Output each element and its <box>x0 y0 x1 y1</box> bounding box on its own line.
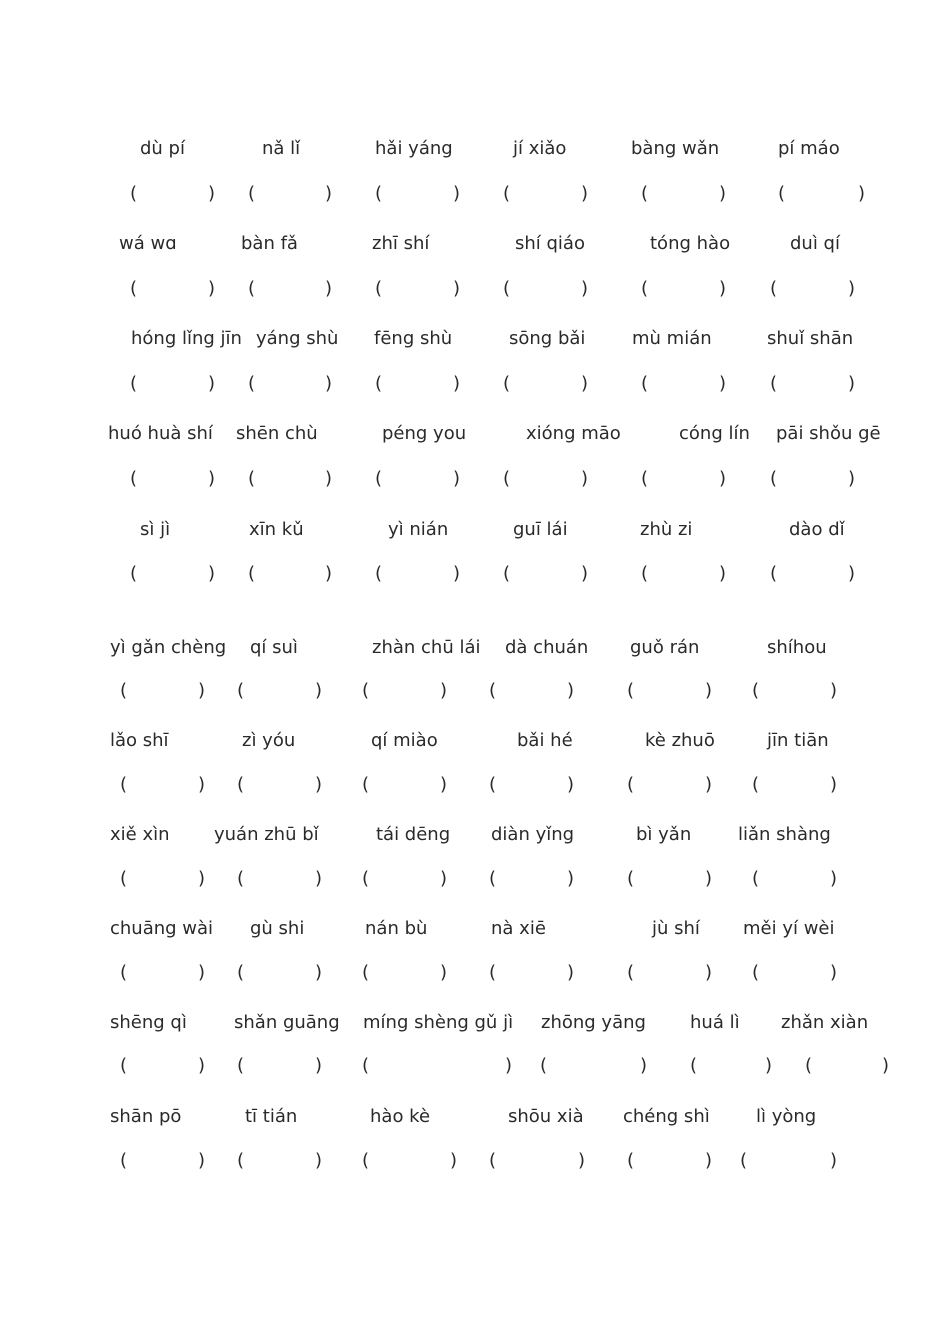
pinyin-word: kè zhuō <box>645 730 715 751</box>
bracket-open: ( <box>641 373 649 394</box>
bracket-close: ) <box>858 183 866 204</box>
bracket-open: ( <box>362 774 370 795</box>
bracket-open: ( <box>503 278 511 299</box>
bracket-open: ( <box>375 373 383 394</box>
bracket-close: ) <box>567 774 575 795</box>
pinyin-word: shōu xià <box>508 1106 584 1127</box>
pinyin-word: guǒ rán <box>630 637 700 658</box>
pinyin-word: mù mián <box>632 328 712 349</box>
bracket-open: ( <box>752 774 760 795</box>
bracket-close: ) <box>325 563 333 584</box>
bracket-close: ) <box>719 373 727 394</box>
bracket-open: ( <box>778 183 786 204</box>
pinyin-word: pāi shǒu gē <box>776 423 881 444</box>
bracket-close: ) <box>830 1150 838 1171</box>
pinyin-word: shí qiáo <box>515 233 585 254</box>
pinyin-word: shān pō <box>110 1106 182 1127</box>
bracket-close: ) <box>505 1055 513 1076</box>
pinyin-word: cóng lín <box>679 423 750 444</box>
bracket-open: ( <box>120 1055 128 1076</box>
bracket-close: ) <box>208 183 216 204</box>
pinyin-word: shǎn guāng <box>234 1012 340 1033</box>
bracket-close: ) <box>315 868 323 889</box>
bracket-close: ) <box>198 1150 206 1171</box>
pinyin-word: zhàn chū lái <box>372 637 481 658</box>
pinyin-word: zhī shí <box>372 233 430 254</box>
bracket-close: ) <box>453 183 461 204</box>
bracket-open: ( <box>641 468 649 489</box>
pinyin-word: yì gǎn chèng <box>110 637 227 658</box>
bracket-open: ( <box>489 868 497 889</box>
bracket-close: ) <box>315 1055 323 1076</box>
bracket-open: ( <box>248 278 256 299</box>
bracket-open: ( <box>237 1150 245 1171</box>
pinyin-word: zhǎn xiàn <box>781 1012 869 1033</box>
bracket-open: ( <box>503 468 511 489</box>
bracket-open: ( <box>627 1150 635 1171</box>
bracket-close: ) <box>315 774 323 795</box>
pinyin-word: měi yí wèi <box>743 918 835 939</box>
bracket-close: ) <box>830 680 838 701</box>
pinyin-word: yì nián <box>388 519 449 540</box>
bracket-open: ( <box>489 680 497 701</box>
pinyin-word: tóng hào <box>650 233 731 254</box>
bracket-close: ) <box>453 468 461 489</box>
pinyin-word: bàng wǎn <box>631 138 720 159</box>
pinyin-word: shíhou <box>767 637 827 658</box>
bracket-open: ( <box>627 868 635 889</box>
pinyin-word: xīn kǔ <box>249 519 304 540</box>
pinyin-word: nán bù <box>365 918 428 939</box>
pinyin-word: jù shí <box>652 918 700 939</box>
bracket-open: ( <box>120 680 128 701</box>
pinyin-word: hóng lǐng jīn <box>131 328 242 349</box>
bracket-open: ( <box>237 774 245 795</box>
bracket-close: ) <box>705 1150 713 1171</box>
bracket-close: ) <box>705 774 713 795</box>
pinyin-word: huó huà shí <box>108 423 213 444</box>
bracket-close: ) <box>848 373 856 394</box>
pinyin-word: míng shèng gǔ jì <box>363 1012 514 1033</box>
bracket-open: ( <box>362 1150 370 1171</box>
bracket-close: ) <box>450 1150 458 1171</box>
bracket-open: ( <box>120 774 128 795</box>
bracket-close: ) <box>705 680 713 701</box>
bracket-open: ( <box>130 563 138 584</box>
pinyin-word: shēn chù <box>236 423 318 444</box>
bracket-open: ( <box>130 278 138 299</box>
bracket-open: ( <box>489 774 497 795</box>
bracket-close: ) <box>567 868 575 889</box>
pinyin-word: lì yòng <box>756 1106 817 1127</box>
pinyin-word: duì qí <box>790 233 840 254</box>
pinyin-word: wá wɑ <box>119 233 177 254</box>
pinyin-word: dào dǐ <box>789 519 845 540</box>
pinyin-word: lǎo shī <box>110 730 169 751</box>
bracket-open: ( <box>641 563 649 584</box>
pinyin-word: dà chuán <box>505 637 589 658</box>
bracket-open: ( <box>120 962 128 983</box>
bracket-open: ( <box>641 183 649 204</box>
bracket-open: ( <box>248 183 256 204</box>
bracket-close: ) <box>440 868 448 889</box>
bracket-open: ( <box>770 278 778 299</box>
bracket-close: ) <box>830 774 838 795</box>
pinyin-word: zì yóu <box>242 730 296 751</box>
bracket-close: ) <box>567 962 575 983</box>
pinyin-word: yuán zhū bǐ <box>214 824 319 845</box>
bracket-close: ) <box>581 468 589 489</box>
bracket-close: ) <box>719 468 727 489</box>
bracket-open: ( <box>770 373 778 394</box>
pinyin-word: tái dēng <box>376 824 451 845</box>
bracket-close: ) <box>765 1055 773 1076</box>
bracket-close: ) <box>848 563 856 584</box>
bracket-open: ( <box>641 278 649 299</box>
bracket-open: ( <box>690 1055 698 1076</box>
pinyin-word: sōng bǎi <box>509 328 586 349</box>
pinyin-word: guī lái <box>513 519 568 540</box>
pinyin-word: shuǐ shān <box>767 328 854 349</box>
pinyin-word: nà xiē <box>491 918 546 939</box>
bracket-open: ( <box>770 563 778 584</box>
bracket-open: ( <box>627 680 635 701</box>
pinyin-word: jí xiǎo <box>513 138 567 159</box>
bracket-close: ) <box>578 1150 586 1171</box>
bracket-close: ) <box>198 680 206 701</box>
pinyin-word: gù shi <box>250 918 305 939</box>
bracket-close: ) <box>198 962 206 983</box>
bracket-close: ) <box>705 962 713 983</box>
bracket-close: ) <box>848 468 856 489</box>
bracket-open: ( <box>489 1150 497 1171</box>
bracket-close: ) <box>453 373 461 394</box>
bracket-close: ) <box>848 278 856 299</box>
pinyin-word: shēng qì <box>110 1012 187 1033</box>
bracket-close: ) <box>830 868 838 889</box>
bracket-open: ( <box>237 962 245 983</box>
bracket-open: ( <box>248 373 256 394</box>
bracket-open: ( <box>489 962 497 983</box>
bracket-open: ( <box>752 680 760 701</box>
bracket-close: ) <box>581 183 589 204</box>
bracket-close: ) <box>315 680 323 701</box>
pinyin-word: huá lì <box>690 1012 740 1033</box>
pinyin-word: nǎ lǐ <box>262 138 301 159</box>
bracket-close: ) <box>325 278 333 299</box>
pinyin-word: yáng shù <box>256 328 339 349</box>
bracket-open: ( <box>362 962 370 983</box>
pinyin-word: zhōng yāng <box>541 1012 646 1033</box>
pinyin-word: zhù zi <box>640 519 693 540</box>
pinyin-word: fēng shù <box>374 328 453 349</box>
pinyin-word: bǎi hé <box>517 730 573 751</box>
pinyin-word: pí máo <box>778 138 840 159</box>
bracket-open: ( <box>120 868 128 889</box>
pinyin-word: tī tián <box>245 1106 298 1127</box>
pinyin-word: qí miào <box>371 730 438 751</box>
pinyin-word: bì yǎn <box>636 824 692 845</box>
bracket-open: ( <box>362 680 370 701</box>
bracket-close: ) <box>830 962 838 983</box>
pinyin-word: chuāng wài <box>110 918 214 939</box>
pinyin-word: bàn fǎ <box>241 233 298 254</box>
bracket-close: ) <box>198 1055 206 1076</box>
bracket-close: ) <box>315 962 323 983</box>
pinyin-word: liǎn shàng <box>738 824 831 845</box>
bracket-open: ( <box>248 468 256 489</box>
bracket-close: ) <box>882 1055 890 1076</box>
pinyin-word: dù pí <box>140 138 185 159</box>
bracket-close: ) <box>719 183 727 204</box>
bracket-open: ( <box>375 278 383 299</box>
bracket-close: ) <box>208 563 216 584</box>
bracket-close: ) <box>315 1150 323 1171</box>
pinyin-word: chéng shì <box>623 1106 710 1127</box>
pinyin-word: sì jì <box>140 519 171 540</box>
bracket-open: ( <box>120 1150 128 1171</box>
bracket-close: ) <box>567 680 575 701</box>
bracket-open: ( <box>770 468 778 489</box>
bracket-open: ( <box>540 1055 548 1076</box>
bracket-close: ) <box>705 868 713 889</box>
bracket-close: ) <box>325 468 333 489</box>
pinyin-word: hǎi yáng <box>375 138 453 159</box>
bracket-close: ) <box>325 373 333 394</box>
pinyin-word: péng you <box>382 423 467 444</box>
pinyin-word: hào kè <box>370 1106 431 1127</box>
bracket-open: ( <box>375 563 383 584</box>
bracket-close: ) <box>208 278 216 299</box>
bracket-open: ( <box>752 868 760 889</box>
bracket-open: ( <box>237 680 245 701</box>
bracket-close: ) <box>440 962 448 983</box>
bracket-open: ( <box>130 183 138 204</box>
bracket-open: ( <box>805 1055 813 1076</box>
bracket-close: ) <box>581 278 589 299</box>
bracket-close: ) <box>440 774 448 795</box>
bracket-open: ( <box>362 868 370 889</box>
bracket-open: ( <box>362 1055 370 1076</box>
bracket-close: ) <box>440 680 448 701</box>
bracket-close: ) <box>208 373 216 394</box>
bracket-open: ( <box>627 962 635 983</box>
bracket-open: ( <box>503 373 511 394</box>
bracket-open: ( <box>375 183 383 204</box>
bracket-open: ( <box>237 868 245 889</box>
bracket-open: ( <box>503 563 511 584</box>
bracket-open: ( <box>752 962 760 983</box>
pinyin-word: qí suì <box>250 637 298 658</box>
pinyin-word: xiě xìn <box>110 824 170 845</box>
pinyin-word: xióng māo <box>526 423 621 444</box>
pinyin-word: jīn tiān <box>767 730 829 751</box>
bracket-close: ) <box>198 868 206 889</box>
bracket-open: ( <box>130 468 138 489</box>
bracket-close: ) <box>208 468 216 489</box>
bracket-close: ) <box>325 183 333 204</box>
bracket-close: ) <box>719 563 727 584</box>
bracket-open: ( <box>375 468 383 489</box>
pinyin-word: diàn yǐng <box>491 824 575 845</box>
bracket-close: ) <box>640 1055 648 1076</box>
bracket-close: ) <box>453 278 461 299</box>
bracket-close: ) <box>581 373 589 394</box>
bracket-open: ( <box>248 563 256 584</box>
bracket-close: ) <box>198 774 206 795</box>
bracket-close: ) <box>453 563 461 584</box>
bracket-open: ( <box>237 1055 245 1076</box>
bracket-open: ( <box>503 183 511 204</box>
bracket-open: ( <box>627 774 635 795</box>
bracket-open: ( <box>740 1150 748 1171</box>
bracket-close: ) <box>581 563 589 584</box>
bracket-open: ( <box>130 373 138 394</box>
bracket-close: ) <box>719 278 727 299</box>
